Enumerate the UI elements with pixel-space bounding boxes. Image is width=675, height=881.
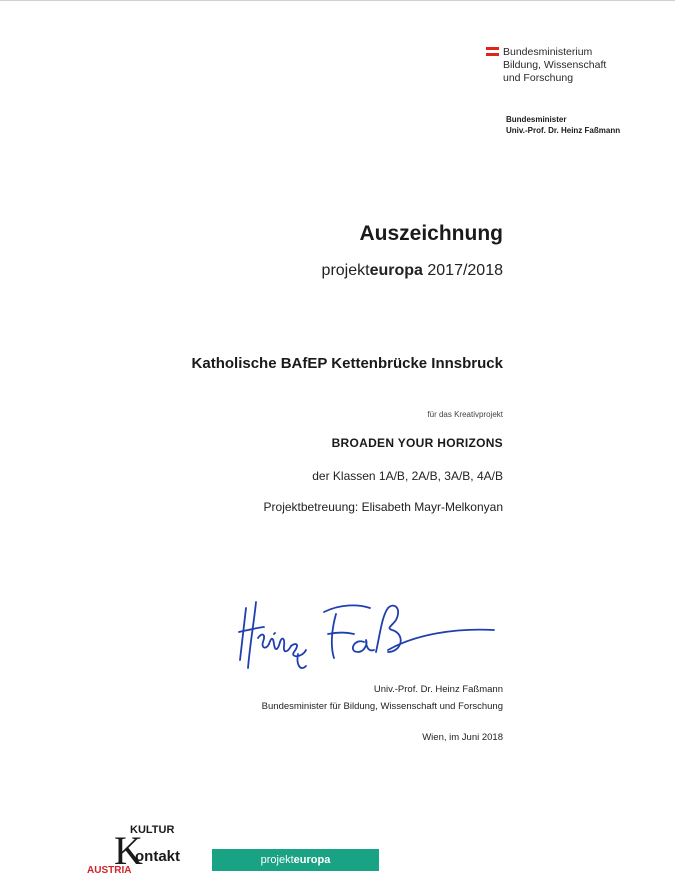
subtitle-prefix: projekt: [321, 262, 370, 279]
kk-logo-initial: K: [114, 828, 143, 873]
handwritten-signature: [236, 594, 498, 674]
ministry-name-line-2: Bildung, Wissenschaft: [503, 59, 607, 71]
subtitle-bold: europa: [369, 262, 423, 279]
project-name: BROADEN YOUR HORIZONS: [331, 436, 503, 450]
minister-name: Univ.-Prof. Dr. Heinz Faßmann: [506, 126, 621, 135]
for-label: für das Kreativprojekt: [427, 410, 503, 419]
place-date: Wien, im Juni 2018: [422, 732, 503, 743]
subtitle-year: 2017/2018: [422, 262, 503, 279]
pe-logo-bold: europa: [293, 854, 331, 866]
classes-line: der Klassen 1A/B, 2A/B, 3A/B, 4A/B: [312, 469, 503, 483]
certificate-title: Auszeichnung: [359, 222, 503, 245]
pe-logo-prefix: projekt: [260, 854, 294, 866]
ministry-name: [503, 46, 675, 85]
minister-block: [506, 114, 620, 136]
certificate-subtitle: [322, 262, 503, 280]
kk-logo-austria-text: AUSTRIA: [87, 865, 132, 876]
signatory-name: Univ.-Prof. Dr. Heinz Faßmann: [373, 684, 503, 695]
page-top-border: [0, 0, 675, 1]
kk-logo-ontakt-text: ontakt: [135, 848, 180, 865]
minister-role: Bundesminister: [506, 115, 567, 124]
ministry-name-line-3: und Forschung: [503, 72, 574, 84]
supervision-line: Projektbetreuung: Elisabeth Mayr-Melkonyan: [263, 500, 503, 514]
school-name: Katholische BAfEP Kettenbrücke Innsbruck: [191, 355, 503, 372]
ministry-name-line-1: Bundesministerium: [503, 46, 593, 58]
signatory-title: Bundesminister für Bildung, Wissenschaft und Forschung: [261, 701, 503, 712]
projekteuropa-logo: [212, 849, 379, 871]
kk-logo-kultur-text: KULTUR: [130, 824, 175, 836]
austrian-flag-icon: [486, 47, 499, 56]
kulturkontakt-austria-logo: [86, 820, 196, 876]
